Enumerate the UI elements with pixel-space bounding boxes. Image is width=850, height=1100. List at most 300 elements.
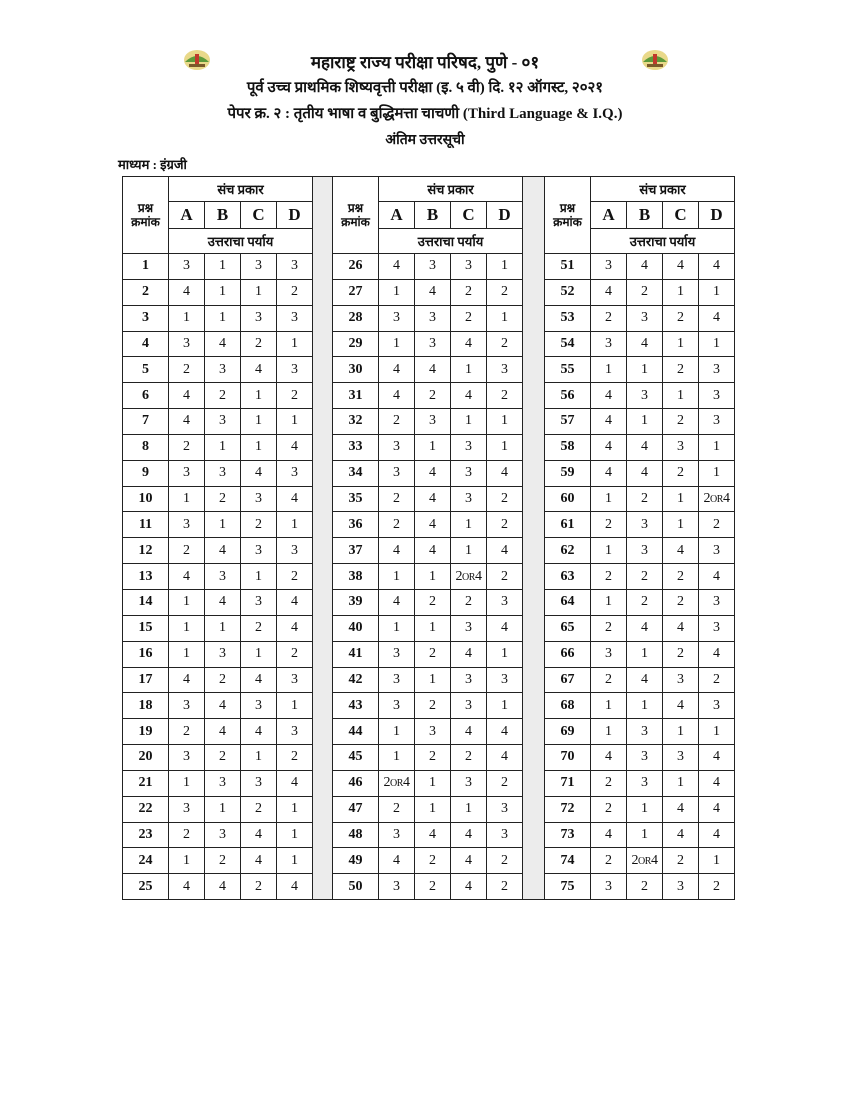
question-number-header: प्रश्न क्रमांक [545,177,591,254]
answer-cell: 4 [241,460,277,486]
set-c-header: C [663,202,699,229]
table-row [333,564,523,590]
question-number: 39 [333,589,379,615]
table-row [545,615,735,641]
answer-cell: 4 [699,745,735,771]
answer-cell: 3 [663,434,699,460]
answer-cell: 2 [627,874,663,900]
answer-cell: 2 [627,279,663,305]
answer-cell: 2 [415,383,451,409]
answer-cell: 4 [379,589,415,615]
table-row [123,874,313,900]
answer-cell: 3 [699,409,735,435]
table-row [123,770,313,796]
answer-cell: 4 [591,434,627,460]
set-c-header: C [451,202,487,229]
question-number: 3 [123,305,169,331]
answer-cell: 4 [241,357,277,383]
answer-cell: 4 [663,693,699,719]
answer-cell: 4 [627,460,663,486]
answer-cell: 2 [487,512,523,538]
answer-cell: 2 [487,279,523,305]
table-row [123,615,313,641]
column-gap [312,176,332,900]
question-number: 51 [545,254,591,280]
answer-cell: 3 [699,357,735,383]
answer-cell: 2 [591,848,627,874]
answer-cell: 2 [379,486,415,512]
table-row [123,357,313,383]
answer-cell: 3 [487,357,523,383]
answer-cell: 4 [627,434,663,460]
answer-cell: 4 [663,796,699,822]
table-row [123,745,313,771]
header-row [545,177,735,202]
answer-cell: 1 [169,589,205,615]
table-row [545,719,735,745]
table-row [123,460,313,486]
table-row [333,719,523,745]
question-number: 55 [545,357,591,383]
set-c-header: C [241,202,277,229]
table-row [123,848,313,874]
answer-cell: 1 [699,279,735,305]
question-number: 72 [545,796,591,822]
question-number: 25 [123,874,169,900]
question-number: 23 [123,822,169,848]
answer-cell: 2 [591,512,627,538]
question-number: 13 [123,564,169,590]
set-a-header: A [379,202,415,229]
answer-cell: 1 [205,615,241,641]
answer-cell: 4 [169,874,205,900]
answer-cell: 2 [277,641,313,667]
answer-cell: 2 [451,305,487,331]
table-row [545,770,735,796]
answer-cell: 3 [591,254,627,280]
table-row [123,512,313,538]
answer-cell: 2 [205,745,241,771]
answer-cell: 1 [169,305,205,331]
answer-cell: 1 [591,357,627,383]
answer-cell: 3 [169,693,205,719]
table-row [333,848,523,874]
answer-cell: 4 [451,848,487,874]
answer-cell: 2 [277,383,313,409]
answer-cell: 2 [699,874,735,900]
answer-cell: 3 [241,254,277,280]
table-row [545,305,735,331]
answer-cell: 2 [487,383,523,409]
answer-option-header: उत्तराचा पर्याय [169,229,313,254]
table-row [545,460,735,486]
table-row [545,796,735,822]
answer-cell: 1 [169,615,205,641]
answer-cell: 2 [379,409,415,435]
question-number: 34 [333,460,379,486]
answer-cell: 4 [277,589,313,615]
table-row [333,331,523,357]
table-row [333,409,523,435]
table-row [333,822,523,848]
set-d-header: D [487,202,523,229]
answer-cell: 3 [699,538,735,564]
answer-cell: 2 [591,667,627,693]
table-row [545,254,735,280]
answer-cell: 4 [415,460,451,486]
answer-cell: 4 [277,434,313,460]
answer-cell: 4 [663,615,699,641]
answer-cell: 4 [169,383,205,409]
question-number: 12 [123,538,169,564]
table-row [545,538,735,564]
answer-cell: 3 [379,693,415,719]
answer-cell: 4 [277,486,313,512]
answer-cell: 2 [663,641,699,667]
question-number: 42 [333,667,379,693]
answer-cell: 1 [663,719,699,745]
answer-cell: 1 [169,770,205,796]
answer-cell: 3 [699,383,735,409]
question-number: 61 [545,512,591,538]
answer-cell: 2 [277,564,313,590]
answer-cell: 4 [205,719,241,745]
answer-cell: 2 [487,874,523,900]
answer-cell: 4 [169,409,205,435]
question-number: 35 [333,486,379,512]
table-row [333,279,523,305]
table-row [123,538,313,564]
question-number: 20 [123,745,169,771]
answer-cell: 3 [169,254,205,280]
answer-cell: 2 [627,564,663,590]
answer-cell: 1 [205,512,241,538]
answer-cell: 3 [415,409,451,435]
answer-cell: 4 [487,719,523,745]
table-row [123,641,313,667]
answer-cell: 1 [663,486,699,512]
answer-cell: 3 [241,538,277,564]
answer-cell: 2 [415,641,451,667]
table-row [333,486,523,512]
answer-cell: 3 [627,383,663,409]
answer-cell: 3 [277,254,313,280]
answer-cell: 1 [415,770,451,796]
question-number: 17 [123,667,169,693]
question-number: 4 [123,331,169,357]
answer-cell: 2 [663,589,699,615]
table-row [333,770,523,796]
answer-cell: 3 [241,486,277,512]
answer-cell: 4 [663,822,699,848]
set-type-header: संच प्रकार [169,177,313,202]
answer-cell: 2 [241,796,277,822]
table-row [333,383,523,409]
answer-cell: 3 [451,667,487,693]
answer-cell: 2 [241,512,277,538]
answer-cell: 2 [487,848,523,874]
answer-cell: 1 [591,693,627,719]
answer-cell: 3 [205,641,241,667]
answer-cell: 1 [627,822,663,848]
answer-cell: 3 [379,822,415,848]
answer-cell: 1 [627,796,663,822]
answer-cell: 2 [169,822,205,848]
answer-cell: 1 [663,383,699,409]
question-number: 41 [333,641,379,667]
answer-cell: 4 [591,383,627,409]
answer-cell: 4 [277,874,313,900]
answer-cell: 3 [277,460,313,486]
answer-cell: 1 [241,383,277,409]
answer-cell: 2 [699,512,735,538]
answer-cell: 2 [205,383,241,409]
answer-cell: 4 [379,254,415,280]
answer-cell: 1 [487,434,523,460]
question-number: 2 [123,279,169,305]
answer-cell: 3 [627,512,663,538]
answer-cell: 3 [451,460,487,486]
question-number: 15 [123,615,169,641]
answer-cell: 3 [591,641,627,667]
answer-cell: 1 [663,512,699,538]
table-row [545,486,735,512]
answer-cell: 1 [277,512,313,538]
answer-cell: 3 [591,874,627,900]
answer-cell: 2 [663,305,699,331]
question-number: 8 [123,434,169,460]
answer-cell: 3 [277,305,313,331]
question-number: 30 [333,357,379,383]
column-gap [522,176,544,900]
table-row [333,615,523,641]
answer-cell: 1 [415,615,451,641]
answer-cell: 3 [379,434,415,460]
answer-cell: 4 [699,796,735,822]
answer-cell: 2 [415,848,451,874]
answer-key-table-1 [122,176,313,900]
question-number: 22 [123,796,169,822]
answer-cell: 3 [451,486,487,512]
question-number: 43 [333,693,379,719]
answer-cell: 1 [277,796,313,822]
answer-cell: 1 [487,641,523,667]
answer-cell: 1 [241,434,277,460]
answer-cell: 1 [487,254,523,280]
set-b-header: B [205,202,241,229]
question-number-header: प्रश्न क्रमांक [123,177,169,254]
answer-cell: 3 [487,667,523,693]
answer-cell: 3 [169,460,205,486]
answer-cell: 1 [277,848,313,874]
answer-cell: 3 [277,719,313,745]
answer-cell: 4 [699,254,735,280]
answer-cell: 1 [699,331,735,357]
answer-cell: 3 [205,564,241,590]
answer-cell: 2 [451,745,487,771]
table-row [333,874,523,900]
table-row [545,848,735,874]
answer-cell: 1 [241,409,277,435]
answer-cell: 4 [241,848,277,874]
answer-cell: 2 [591,305,627,331]
question-number: 49 [333,848,379,874]
question-number: 6 [123,383,169,409]
answer-cell: 2 [205,486,241,512]
answer-cell: 3 [379,305,415,331]
answer-cell: 4 [277,770,313,796]
table-row [545,589,735,615]
question-number: 47 [333,796,379,822]
answer-cell: 2 [451,279,487,305]
question-number: 19 [123,719,169,745]
table-row [123,409,313,435]
answer-cell: 4 [205,589,241,615]
answer-cell: 4 [379,538,415,564]
answer-cell: 1 [663,331,699,357]
answer-cell: 4 [379,357,415,383]
answer-cell: 4 [627,615,663,641]
answer-cell: 1 [663,279,699,305]
answer-cell: 2 [591,770,627,796]
set-b-header: B [415,202,451,229]
answer-cell: 1 [241,564,277,590]
paper-title: पेपर क्र. २ : तृतीय भाषा व बुद्धिमत्ता चाचणी (Third Language & I.Q.) [227,106,623,122]
answer-cell: 2 [415,589,451,615]
question-number: 5 [123,357,169,383]
table-row [333,641,523,667]
answer-cell: 3 [487,822,523,848]
answer-cell: 3 [451,615,487,641]
answer-cell: 3 [241,693,277,719]
table-row [123,693,313,719]
answer-cell: 2or4 [627,848,663,874]
table-row [123,589,313,615]
answer-cell: 4 [591,822,627,848]
answer-cell: 4 [415,822,451,848]
exam-title: पूर्व उच्च प्राथमिक शिष्यवृत्ती परीक्षा (इ. ५ वी) दि. १२ ऑगस्ट, २०२१ [246,80,604,96]
answer-cell: 4 [241,822,277,848]
answer-cell: 2 [451,589,487,615]
question-number: 46 [333,770,379,796]
answer-cell: 1 [241,745,277,771]
table-row [545,434,735,460]
answer-cell: 3 [627,538,663,564]
answer-cell: 4 [591,460,627,486]
answer-cell: 3 [277,667,313,693]
question-number: 29 [333,331,379,357]
table-row [123,796,313,822]
question-number: 54 [545,331,591,357]
answer-cell: 3 [379,874,415,900]
table-row [333,305,523,331]
answer-cell: 1 [627,693,663,719]
question-number: 73 [545,822,591,848]
answer-cell: 2 [379,796,415,822]
set-d-header: D [277,202,313,229]
answer-cell: 1 [277,409,313,435]
answer-cell: 1 [487,305,523,331]
table-row [545,874,735,900]
answer-cell: 1 [627,357,663,383]
set-a-header: A [169,202,205,229]
answer-cell: 1 [415,564,451,590]
table-row [545,564,735,590]
answer-cell: 2 [415,745,451,771]
answer-cell: 1 [591,486,627,512]
answer-cell: 4 [699,641,735,667]
answer-cell: 2 [663,564,699,590]
table-row [123,486,313,512]
question-number: 36 [333,512,379,538]
question-number: 58 [545,434,591,460]
answer-cell: 3 [379,667,415,693]
table-row [123,434,313,460]
question-number: 7 [123,409,169,435]
answer-cell: 3 [277,357,313,383]
answer-cell: 2 [591,796,627,822]
table-row [545,357,735,383]
header-row [333,177,523,202]
question-number: 52 [545,279,591,305]
answer-cell: 2or4 [451,564,487,590]
answer-cell: 1 [205,796,241,822]
question-number: 62 [545,538,591,564]
table-row [123,667,313,693]
answer-cell: 1 [699,719,735,745]
answer-cell: 1 [415,667,451,693]
answer-cell: 3 [415,254,451,280]
answer-cell: 4 [591,745,627,771]
answer-cell: 1 [699,460,735,486]
answer-cell: 3 [205,770,241,796]
answer-cell: 3 [169,512,205,538]
question-number: 31 [333,383,379,409]
answer-cell: 4 [627,254,663,280]
answer-cell: 4 [591,409,627,435]
table-row [333,796,523,822]
answer-cell: 2 [487,564,523,590]
answer-cell: 2 [591,564,627,590]
answer-cell: 2 [241,874,277,900]
table-row [123,279,313,305]
answer-cell: 3 [241,589,277,615]
answer-cell: 3 [379,460,415,486]
answer-cell: 1 [169,641,205,667]
question-number: 24 [123,848,169,874]
answer-cell: 3 [487,796,523,822]
answer-cell: 1 [277,331,313,357]
answer-cell: 3 [169,796,205,822]
answer-cell: 4 [379,383,415,409]
question-number: 48 [333,822,379,848]
question-number: 45 [333,745,379,771]
table-row [545,331,735,357]
answer-cell: 2 [415,874,451,900]
document-title: अंतिम उत्तरसूची [385,133,465,148]
question-number: 37 [333,538,379,564]
answer-cell: 4 [487,615,523,641]
table-row [333,745,523,771]
question-number: 57 [545,409,591,435]
answer-cell: 3 [241,305,277,331]
question-number: 40 [333,615,379,641]
question-number: 67 [545,667,591,693]
answer-cell: 1 [627,409,663,435]
answer-cell: 3 [699,693,735,719]
answer-cell: 4 [205,331,241,357]
answer-cell: 4 [169,564,205,590]
